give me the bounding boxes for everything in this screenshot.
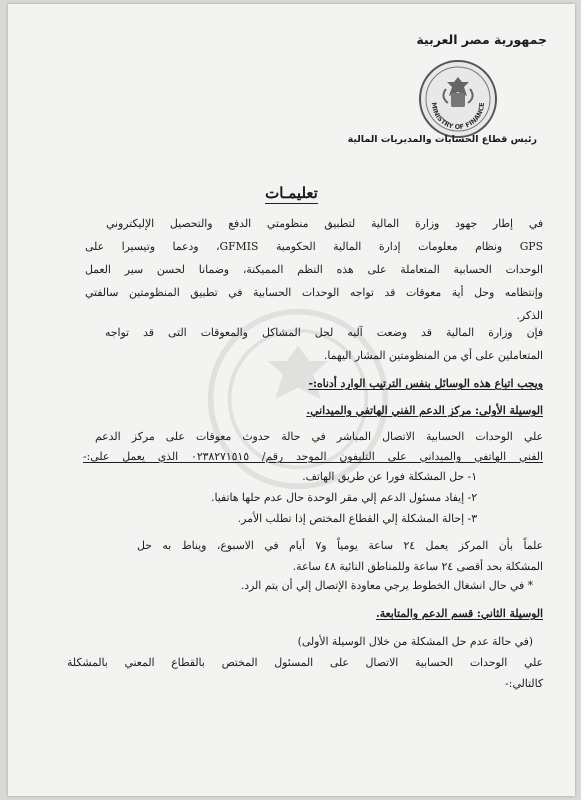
document-page bbox=[8, 4, 575, 796]
method1-note-line: المشكلة بحد أقصى ٢٤ ساعة وللمناطق النائية ٤٨ ساعة. bbox=[292, 560, 543, 573]
paragraph2-line: فإن وزارة المالية قد وضعت آليه لحل المشاكل والمعوقات التى قد تواجه bbox=[105, 326, 543, 339]
method1-heading: الوسيلة الأولى: مركز الدعم الفني الهاتفي والميداني. bbox=[306, 404, 543, 417]
method2-heading: الوسيلة الثاني: قسم الدعم والمتابعة. bbox=[375, 607, 543, 620]
paragraph1-line: GPS ونظام معلومات إدارة المالية الحكومية GFMIS، ودعما وتيسيرا على bbox=[85, 240, 543, 253]
paragraph1-line: الذكر. bbox=[516, 309, 543, 322]
svg-text:MINISTRY OF FINANCE: MINISTRY OF FINANCE bbox=[429, 101, 487, 132]
method2-condition: (في حالة عدم حل المشكلة من خلال الوسيلة الأولى) bbox=[297, 635, 533, 648]
method1-bullet: * في حال انشغال الخطوط يرجي معاودة الإتصال إلي أن يتم الرد. bbox=[240, 579, 533, 592]
method2-text-line: كالتالي:- bbox=[505, 677, 543, 690]
paragraph1-line: الوحدات الحسابية المتعاملة على هذه النظم المميكنة، وضمانا لحسن سير العمل bbox=[85, 263, 543, 276]
method1-step: ١- حل المشكلة فورا عن طريق الهاتف. bbox=[302, 470, 477, 483]
paragraph1-line: في إطار جهود وزارة المالية لتطبيق منظومتي الدفع والتحصيل الإليكتروني bbox=[106, 217, 543, 230]
method2-text-line: علي الوحدات الحسابية الاتصال على المسئول المختص بالقطاع المعني بالمشكلة bbox=[67, 656, 543, 669]
method1-step: ٢- إيفاد مسئول الدعم إلي مقر الوحدة حال عدم حلها هاتفيا. bbox=[211, 491, 477, 504]
department-header: رئيس قطاع الحسابات والمديريات المالية bbox=[347, 134, 537, 145]
ministry-seal-icon bbox=[418, 59, 498, 139]
method1-note-line: علماً بأن المركز يعمل ٢٤ ساعة يومياً و٧ أيام في الاسبوع، ويناط به حل bbox=[137, 539, 543, 552]
method1-step: ٣- إحالة المشكلة إلي القطاع المختص إذا تطلب الأمر. bbox=[237, 512, 477, 525]
country-header: جمهورية مصر العربية bbox=[416, 32, 547, 47]
instruction-line: ويجب اتباع هذه الوسائل بنفس الترتيب الوارد أدناه:- bbox=[308, 377, 543, 390]
document-title: تعليمـات bbox=[265, 184, 318, 202]
paragraph2-line: المتعاملين على أي من المنظومتين المشار اليهما. bbox=[323, 349, 543, 362]
method1-text-line: الفني الهاتفي والميداني على التليفون الموحد رقم/ ٠٢٣٨٢٧١٥١٥ الذي يعمل على:- bbox=[83, 450, 543, 463]
paragraph1-line: وإنتظامه وحل أية معوقات قد تواجه الوحدات الحسابية في تطبيق المنظومتين سالفتي bbox=[85, 286, 543, 299]
method1-text-line: علي الوحدات الحسابية الاتصال المباشر في حالة حدوث معوقات على مركز الدعم bbox=[95, 430, 543, 443]
